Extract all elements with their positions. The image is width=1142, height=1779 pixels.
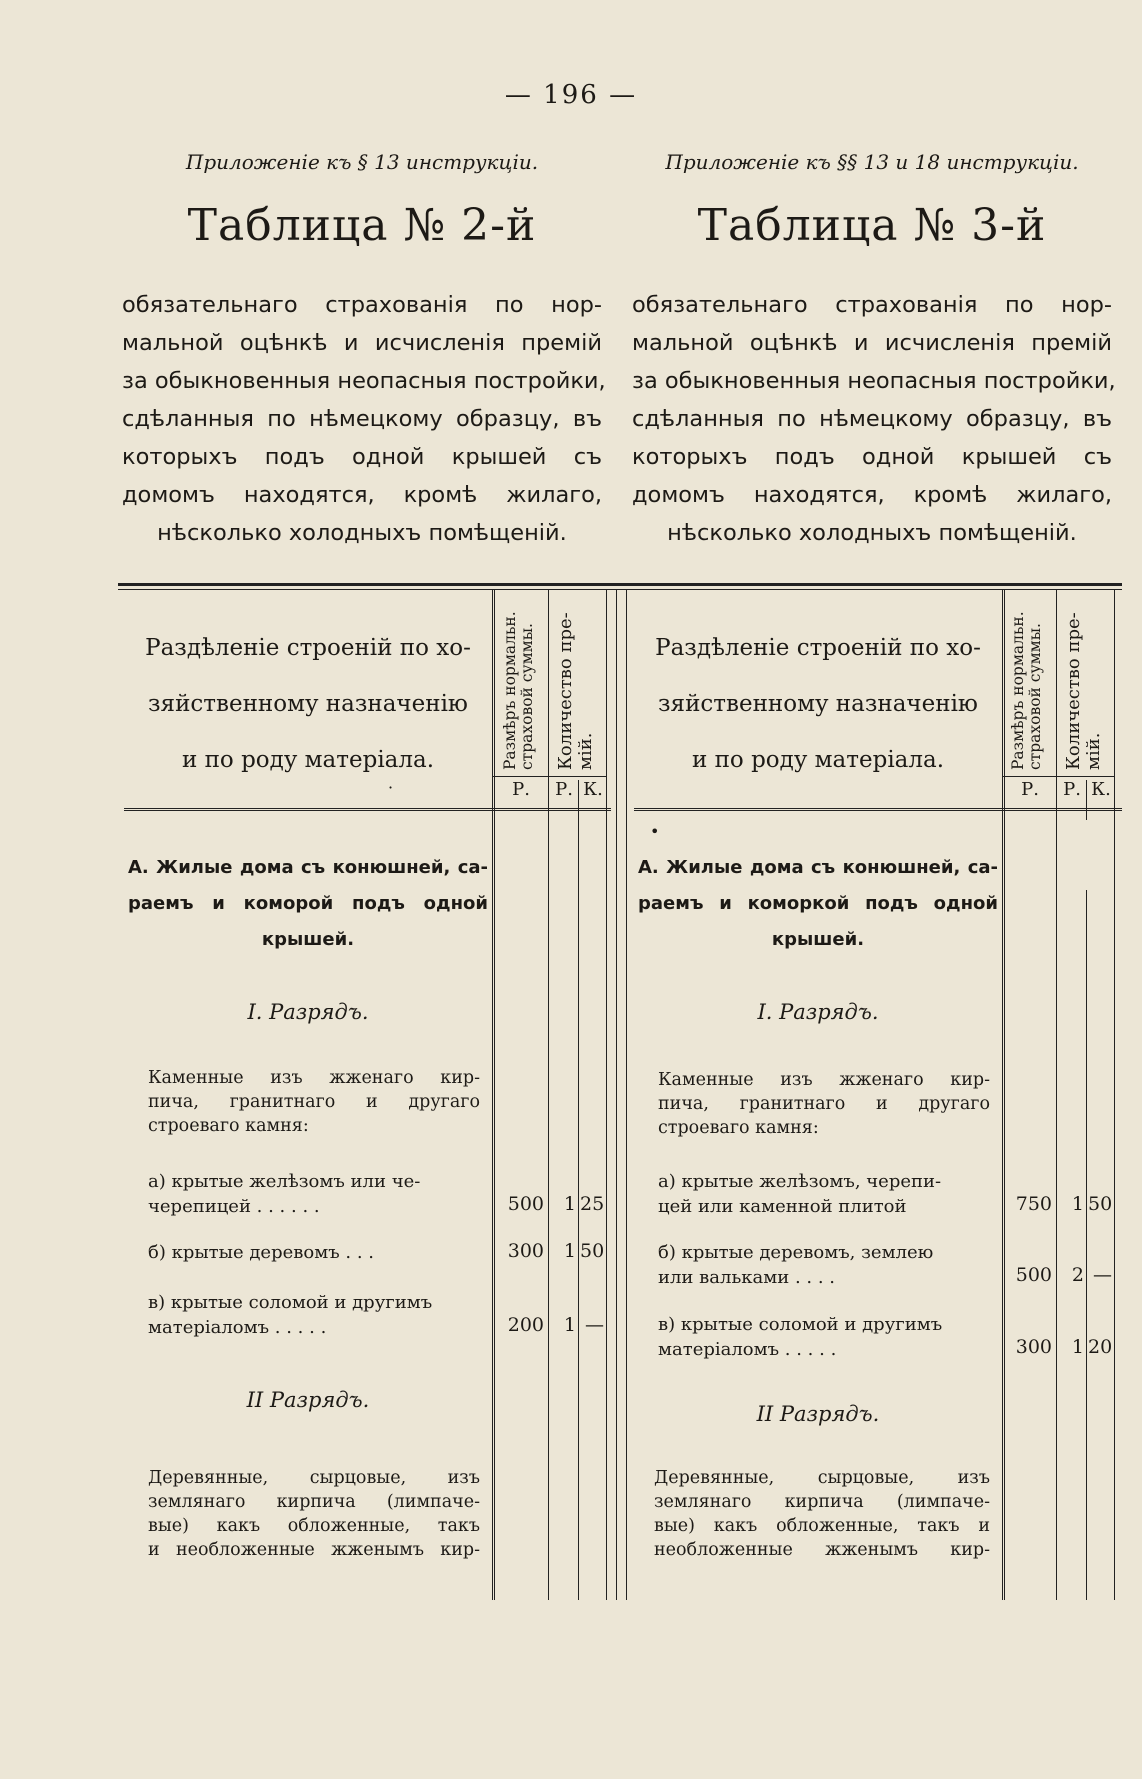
wood-description xyxy=(654,1466,990,1562)
size-column-header: Размѣръ нормальн. страховой суммы. xyxy=(1009,611,1044,770)
intro-line: мальной оцѣнкѣ и исчисленія премій xyxy=(632,330,1112,356)
section-line: А. Жилые дома съ конюшней, са- xyxy=(128,857,488,878)
premium-column-header: Количество пре- мій. xyxy=(1063,612,1104,770)
premium-column-header: Количество пре- мій. xyxy=(555,612,596,770)
unit-rubles: Р. xyxy=(512,779,530,800)
para-line: строеваго камня: xyxy=(148,1116,309,1136)
stone-description xyxy=(148,1066,480,1138)
section-line: раемъ и коморой подъ одной xyxy=(128,893,488,914)
intro-line: сдѣланныя по нѣмецкому образцу, въ xyxy=(632,406,1112,432)
header-line: зяйственному назначенію xyxy=(658,691,978,717)
left-heading xyxy=(122,150,606,552)
section-line: крышей. xyxy=(771,929,865,950)
intro-line: обязательнаго страхованія по нор- xyxy=(122,292,602,318)
premium-rubles-cell: 1 xyxy=(1071,1193,1084,1215)
item-b xyxy=(148,1240,488,1265)
item-a xyxy=(148,1169,488,1219)
table-top-rule xyxy=(118,583,1122,586)
column-divider xyxy=(492,590,495,1600)
para-line: землянаго кирпича (лимпаче- xyxy=(654,1492,990,1512)
premium-rubles-cell: 1 xyxy=(563,1240,576,1262)
header-line: зяйственному назначенію xyxy=(148,691,468,717)
column-divider xyxy=(1002,590,1005,1600)
item-line: черепицей . . . . . . xyxy=(148,1196,320,1217)
premium-rubles-cell: 2 xyxy=(1071,1264,1084,1286)
item-line: а) крытые желѣзомъ или че- xyxy=(148,1171,421,1192)
para-line: вые) какъ обложенные, такъ xyxy=(148,1516,480,1536)
middle-divider xyxy=(626,590,627,1600)
item-line: в) крытые соломой и другимъ xyxy=(148,1292,433,1313)
premium-kopecks-cell: 20 xyxy=(1088,1336,1113,1358)
header-line: и по роду матеріала. xyxy=(691,747,945,773)
para-line: пича, гранитнаго и другаго xyxy=(148,1092,480,1112)
premium-rubles-cell: 1 xyxy=(563,1314,576,1336)
intro-line: за обыкновенныя неопасныя постройки, xyxy=(632,368,1116,394)
column-divider xyxy=(1086,890,1087,1600)
para-line: вые) какъ обложенные, такъ и xyxy=(654,1516,990,1536)
size-column-header: Размѣръ нормальн. страховой суммы. xyxy=(501,611,536,770)
para-line: Каменные изъ жженаго кир- xyxy=(658,1070,990,1090)
left-table xyxy=(124,590,611,1600)
item-line: или вальками . . . . xyxy=(658,1267,836,1288)
column-divider xyxy=(548,590,549,1600)
unit-premium-rubles: Р. xyxy=(1063,779,1081,800)
right-heading xyxy=(632,150,1116,552)
item-line: матеріаломъ . . . . . xyxy=(148,1317,327,1338)
section-a xyxy=(124,850,492,958)
item-c xyxy=(658,1312,998,1362)
para-line: пича, гранитнаго и другаго xyxy=(658,1094,990,1114)
item-line: б) крытые деревомъ, землею xyxy=(658,1242,934,1263)
intro-line: которыхъ подъ одной крышей съ xyxy=(632,444,1112,470)
item-line: матеріаломъ . . . . . xyxy=(658,1339,837,1360)
column-divider xyxy=(1114,590,1115,1600)
unit-rubles: Р. xyxy=(1021,779,1039,800)
section-line: крышей. xyxy=(261,929,355,950)
para-line: землянаго кирпича (лимпаче- xyxy=(148,1492,480,1512)
rank-1-heading: I. Разрядъ. xyxy=(757,1000,879,1024)
column-divider xyxy=(1056,590,1057,1600)
item-b xyxy=(658,1240,998,1290)
premium-kopecks-cell: — xyxy=(1093,1264,1112,1286)
column-divider xyxy=(578,890,579,1600)
header-rule xyxy=(1002,776,1114,777)
intro-line: домомъ находятся, кромѣ жилаго, xyxy=(632,482,1112,508)
premium-kopecks-cell: 25 xyxy=(580,1193,605,1215)
header-line: Раздѣленіе строеній по хо- xyxy=(655,635,981,661)
middle-divider xyxy=(616,590,617,1600)
item-line: цей или каменной плитой xyxy=(658,1196,907,1217)
column-divider xyxy=(1086,780,1087,820)
premium-rubles-cell: 1 xyxy=(563,1193,576,1215)
left-appendix-note: Приложеніе къ § 13 инструкціи. xyxy=(185,150,539,174)
para-line: Деревянные, сырцовые, изъ xyxy=(148,1468,480,1488)
amount-cell: 750 xyxy=(1015,1193,1052,1215)
dot-mark: · xyxy=(388,778,394,797)
header-bottom-rule xyxy=(124,808,611,811)
wood-description xyxy=(148,1466,480,1562)
intro-line: которыхъ подъ одной крышей съ xyxy=(122,444,602,470)
para-line: необложенные жженымъ кир- xyxy=(654,1540,990,1560)
amount-cell: 300 xyxy=(1015,1336,1052,1358)
rank-1-heading: I. Разрядъ. xyxy=(247,1000,369,1024)
division-header xyxy=(634,620,1002,788)
section-line: раемъ и коморкой подъ одной xyxy=(638,893,998,914)
unit-kopecks: К. xyxy=(583,779,603,800)
header-bottom-rule xyxy=(634,808,1122,811)
intro-line: нѣсколько холодныхъ помѣщеній. xyxy=(157,520,567,546)
amount-cell: 500 xyxy=(507,1193,544,1215)
unit-kopecks: К. xyxy=(1091,779,1111,800)
right-appendix-note: Приложеніе къ §§ 13 и 18 инструкціи. xyxy=(665,150,1079,174)
unit-premium-rubles: Р. xyxy=(555,779,573,800)
para-line: и необложенные жженымъ кир- xyxy=(148,1540,480,1560)
left-table-title: Таблица № 2-й xyxy=(187,200,537,251)
intro-line: сдѣланныя по нѣмецкому образцу, въ xyxy=(122,406,602,432)
intro-line: мальной оцѣнкѣ и исчисленія премій xyxy=(122,330,602,356)
para-line: строеваго камня: xyxy=(658,1118,819,1138)
rank-2-heading: II Разрядъ. xyxy=(246,1388,370,1412)
premium-rubles-cell: 1 xyxy=(1071,1336,1084,1358)
section-line: А. Жилые дома съ конюшней, са- xyxy=(638,857,998,878)
para-line: Деревянные, сырцовые, изъ xyxy=(654,1468,990,1488)
left-intro xyxy=(122,286,606,552)
right-table xyxy=(634,590,1122,1600)
column-divider xyxy=(606,590,607,1600)
item-a xyxy=(658,1169,998,1219)
page-number: — 196 — xyxy=(504,80,638,110)
para-line: Каменные изъ жженаго кир- xyxy=(148,1068,480,1088)
premium-kopecks-cell: — xyxy=(585,1314,604,1336)
header-line: Раздѣленіе строеній по хо- xyxy=(145,635,471,661)
intro-line: домомъ находятся, кромѣ жилаго, xyxy=(122,482,602,508)
item-line: в) крытые соломой и другимъ xyxy=(658,1314,943,1335)
division-header xyxy=(124,620,492,788)
intro-line: за обыкновенныя неопасныя постройки, xyxy=(122,368,606,394)
right-table-title: Таблица № 3-й xyxy=(697,200,1047,251)
item-c xyxy=(148,1290,488,1340)
dot-mark: • xyxy=(650,822,660,841)
item-line: б) крытые деревомъ . . . xyxy=(148,1242,375,1263)
amount-cell: 500 xyxy=(1015,1264,1052,1286)
premium-kopecks-cell: 50 xyxy=(580,1240,605,1262)
amount-cell: 200 xyxy=(507,1314,544,1336)
right-intro xyxy=(632,286,1116,552)
premium-kopecks-cell: 50 xyxy=(1088,1193,1113,1215)
amount-cell: 300 xyxy=(507,1240,544,1262)
header-rule xyxy=(492,776,606,777)
intro-line: нѣсколько холодныхъ помѣщеній. xyxy=(667,520,1077,546)
item-line: а) крытые желѣзомъ, черепи- xyxy=(658,1171,942,1192)
header-line: и по роду матеріала. xyxy=(181,747,435,773)
rank-2-heading: II Разрядъ. xyxy=(756,1402,880,1426)
stone-description xyxy=(658,1068,990,1140)
section-a xyxy=(634,850,1002,958)
intro-line: обязательнаго страхованія по нор- xyxy=(632,292,1112,318)
